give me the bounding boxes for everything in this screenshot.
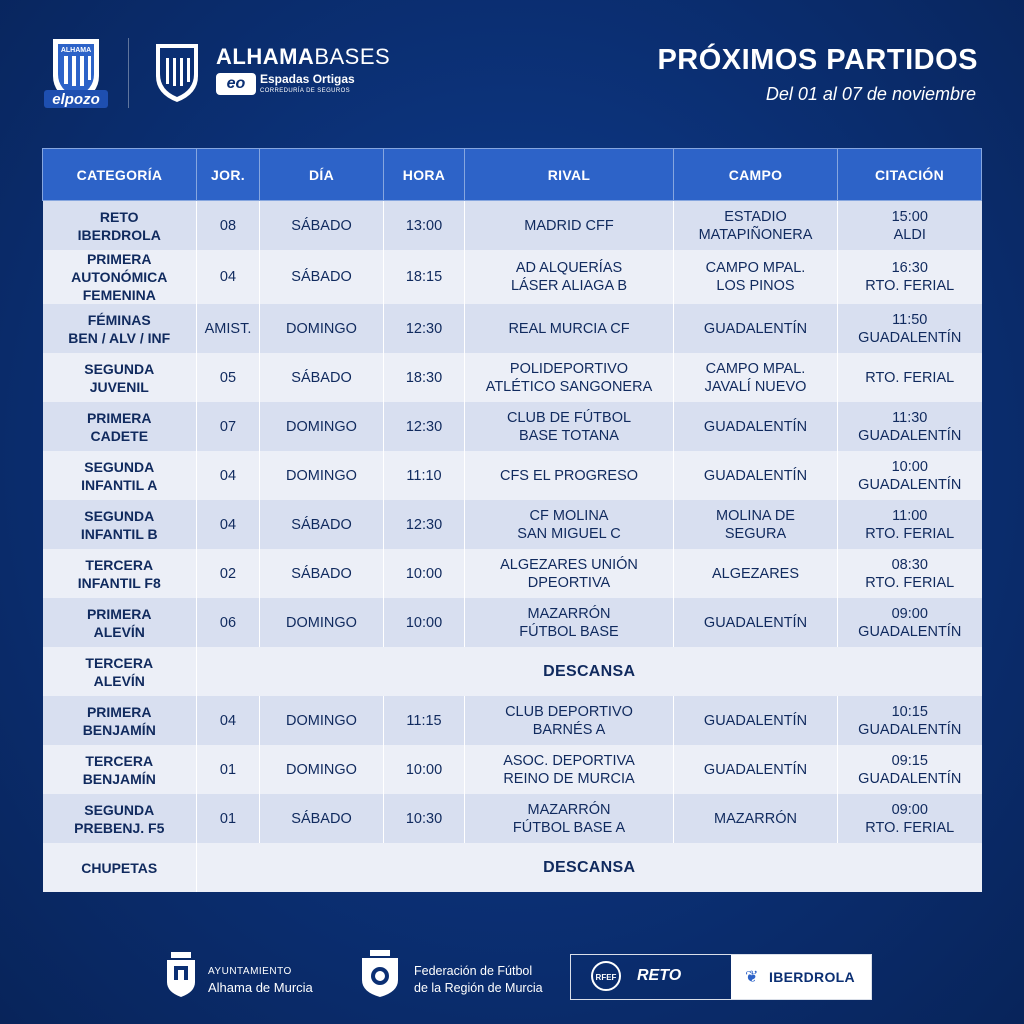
cell-rival-line: CLUB DE FÚTBOL (506, 409, 632, 426)
page-title: PRÓXIMOS PARTIDOS (657, 44, 978, 76)
cell-jornada: 04 (197, 696, 260, 745)
cell-citacion-line: RTO. FERIAL (865, 819, 955, 836)
cell-jornada: 06 (197, 598, 260, 647)
cell-rival (465, 201, 674, 251)
cell-citacion-line: 16:30 (891, 260, 928, 276)
cell-categoria-line: ALEVÍN (93, 623, 145, 640)
table-header-row (43, 149, 982, 201)
cell-citacion (838, 794, 982, 843)
cell-citacion-line: 10:00 (891, 458, 928, 475)
fixtures-table-container (42, 148, 981, 892)
cell-campo-line: CAMPO MPAL. (705, 260, 806, 276)
cell-campo-line: LOS PINOS (716, 278, 795, 294)
cell-citacion-line: GUADALENTÍN (858, 721, 962, 738)
cell-categoria-line: TERCERA (85, 752, 154, 769)
cell-dia: DOMINGO (260, 696, 384, 745)
header-citacion: CITACIÓN (838, 149, 982, 201)
cell-hora: 13:00 (384, 201, 465, 251)
cell-categoria-line: INFANTIL B (80, 525, 158, 542)
cell-citacion (838, 451, 982, 500)
fixtures-table (42, 148, 982, 892)
cell-dia: SÁBADO (260, 201, 384, 251)
table-row (43, 549, 982, 598)
cell-descansa: DESCANSA (197, 843, 982, 892)
cell-citacion-line: GUADALENTÍN (858, 476, 962, 493)
club-logo-text: ALHAMA (60, 47, 92, 54)
cell-citacion-line: ALDI (893, 226, 926, 243)
cell-categoria-line: SEGUNDA (84, 458, 155, 475)
cell-hora: 10:30 (384, 794, 465, 843)
cell-rival (465, 451, 674, 500)
federacion-line1: Federación de Fútbol (414, 964, 533, 978)
cell-rival-line: ATLÉTICO SANGONERA (485, 378, 653, 395)
header-rival: RIVAL (465, 149, 674, 201)
cell-campo-line: ESTADIO (724, 208, 787, 225)
cell-dia: DOMINGO (260, 745, 384, 794)
cell-rival (465, 353, 674, 402)
cell-rival-line: ALGEZARES UNIÓN (500, 556, 638, 573)
cell-rival (465, 549, 674, 598)
cell-categoria-line: BENJAMÍN (82, 770, 156, 787)
cell-citacion-line: 09:00 (891, 605, 928, 622)
cell-categoria (43, 304, 197, 353)
cell-rival-line: POLIDEPORTIVO (509, 360, 629, 377)
table-row (43, 794, 982, 843)
cell-citacion (838, 402, 982, 451)
cell-citacion-line: RTO. FERIAL (865, 574, 955, 591)
cell-rival (465, 745, 674, 794)
cell-citacion-line: GUADALENTÍN (858, 623, 962, 640)
cell-categoria-line: INFANTIL A (81, 476, 158, 493)
cell-dia: DOMINGO (260, 304, 384, 353)
cell-campo (674, 250, 838, 304)
cell-hora: 18:30 (384, 353, 465, 402)
cell-rival-line: LÁSER ALIAGA B (510, 278, 628, 294)
cell-jornada: 01 (197, 794, 260, 843)
cell-campo (674, 745, 838, 794)
cell-jornada: 07 (197, 402, 260, 451)
cell-categoria-line: PREBENJ. F5 (74, 819, 165, 836)
cell-hora: 12:30 (384, 304, 465, 353)
cell-categoria (43, 402, 197, 451)
federacion-line2: de la Región de Murcia (414, 981, 543, 995)
cell-rival-line: FÚTBOL BASE (519, 623, 619, 640)
cell-campo (674, 451, 838, 500)
cell-jornada: 04 (197, 250, 260, 304)
header-hora: HORA (384, 149, 465, 201)
cell-categoria-line: ALEVÍN (93, 672, 145, 689)
cell-categoria (43, 250, 197, 304)
cell-categoria-line: PRIMERA (86, 251, 152, 267)
cell-descansa: DESCANSA (197, 647, 982, 696)
cell-citacion-line: RTO. FERIAL (865, 278, 955, 294)
cell-rival (465, 794, 674, 843)
cell-dia: SÁBADO (260, 250, 384, 304)
cell-campo (674, 402, 838, 451)
cell-campo (674, 549, 838, 598)
cell-dia: SÁBADO (260, 353, 384, 402)
iberdrola-logo: IBERDROLA (769, 969, 855, 985)
cell-citacion-line: 10:15 (891, 703, 928, 720)
cell-rival-line: AD ALQUERÍAS (515, 260, 623, 276)
cell-rival (465, 304, 674, 353)
cell-campo (674, 500, 838, 549)
header-jornada: JOR. (197, 149, 260, 201)
club-sponsor-text: elpozo (52, 91, 100, 108)
cell-categoria (43, 451, 197, 500)
cell-campo-line: MATAPIÑONERA (698, 226, 813, 243)
cell-citacion (838, 201, 982, 251)
rfef-reto-section (571, 955, 731, 999)
cell-jornada: 01 (197, 745, 260, 794)
header-divider (128, 38, 129, 108)
cell-hora: 12:30 (384, 402, 465, 451)
cell-rival-line: REAL MURCIA CF (508, 320, 630, 337)
table-row (43, 500, 982, 549)
cell-rival-line: MAZARRÓN (527, 801, 611, 818)
cell-jornada: 05 (197, 353, 260, 402)
cell-campo-line: GUADALENTÍN (703, 614, 808, 631)
cell-categoria (43, 201, 197, 251)
sponsor-subtitle: CORREDURÍA DE SEGUROS (260, 88, 351, 94)
iberdrola-section (731, 955, 871, 999)
cell-categoria (43, 794, 197, 843)
header-dia: DÍA (260, 149, 384, 201)
cell-categoria (43, 745, 197, 794)
cell-citacion-line: GUADALENTÍN (858, 427, 962, 444)
cell-citacion-line: RTO. FERIAL (865, 525, 955, 542)
header-categoria: CATEGORÍA (43, 149, 197, 201)
cell-rival-line: CFS EL PROGRESO (499, 467, 639, 484)
cell-dia: DOMINGO (260, 451, 384, 500)
iberdrola-leaf-icon: ❦ (745, 969, 759, 986)
cell-campo (674, 696, 838, 745)
cell-campo-line: MAZARRÓN (714, 810, 797, 827)
cell-hora: 11:10 (384, 451, 465, 500)
cell-categoria-line: JUVENIL (89, 378, 149, 395)
bases-crest-icon (152, 40, 202, 104)
cell-citacion-line: GUADALENTÍN (858, 329, 962, 346)
cell-campo (674, 201, 838, 251)
cell-categoria-line: FÉMINAS (87, 311, 151, 328)
brand-title (216, 44, 390, 70)
cell-categoria (43, 353, 197, 402)
cell-citacion-line: 15:00 (891, 208, 928, 225)
sponsor-box (570, 954, 872, 1000)
cell-campo-line: MOLINA DE (716, 507, 795, 524)
cell-rival-line: BASE TOTANA (519, 427, 619, 444)
cell-citacion-line: 09:00 (891, 801, 928, 818)
club-crest-icon (40, 36, 112, 112)
cell-campo (674, 794, 838, 843)
table-row (43, 304, 982, 353)
cell-campo-line: ALGEZARES (711, 565, 800, 582)
cell-hora: 10:00 (384, 745, 465, 794)
cell-rival-line: MAZARRÓN (527, 605, 611, 622)
table-row (43, 745, 982, 794)
cell-citacion (838, 549, 982, 598)
brand-light: BASES (314, 44, 391, 69)
cell-categoria-line: TERCERA (85, 556, 154, 573)
cell-rival (465, 696, 674, 745)
ayuntamiento-crest-icon (165, 952, 197, 998)
header (0, 0, 1024, 140)
table-row (43, 843, 982, 892)
cell-categoria-line: TERCERA (85, 654, 154, 671)
cell-rival-line: BARNÉS A (532, 721, 606, 738)
cell-categoria-line: PRIMERA (86, 703, 152, 720)
ayuntamiento-label: AYUNTAMIENTO (208, 966, 292, 977)
cell-citacion (838, 598, 982, 647)
cell-citacion-line: 09:15 (891, 752, 928, 769)
sponsor-name: Espadas Ortigas (260, 72, 355, 86)
cell-campo-line: GUADALENTÍN (703, 320, 808, 337)
cell-jornada: AMIST. (197, 304, 260, 353)
cell-citacion-line: 11:30 (892, 409, 928, 426)
table-row (43, 598, 982, 647)
cell-hora: 10:00 (384, 598, 465, 647)
header-campo: CAMPO (674, 149, 838, 201)
cell-rival-line: REINO DE MURCIA (503, 770, 635, 787)
cell-hora: 11:15 (384, 696, 465, 745)
cell-categoria-line: BENJAMÍN (82, 721, 156, 738)
cell-rival-line: SAN MIGUEL C (517, 525, 621, 542)
brand-bold: ALHAMA (216, 44, 315, 69)
cell-campo-line: GUADALENTÍN (703, 712, 808, 729)
cell-rival-line: CLUB DEPORTIVO (505, 703, 633, 720)
cell-citacion-line: 11:50 (892, 311, 928, 328)
cell-jornada: 08 (197, 201, 260, 251)
cell-categoria (43, 598, 197, 647)
cell-categoria (43, 647, 197, 696)
rfef-badge: RFEF (591, 961, 621, 991)
ayuntamiento-name: Alhama de Murcia (208, 980, 313, 995)
cell-rival (465, 250, 674, 304)
sponsor-badge: eo (216, 73, 256, 95)
cell-citacion-line: RTO. FERIAL (865, 369, 955, 386)
cell-rival (465, 500, 674, 549)
cell-citacion (838, 353, 982, 402)
cell-dia: DOMINGO (260, 598, 384, 647)
cell-citacion-line: 11:00 (892, 507, 928, 524)
cell-dia: DOMINGO (260, 402, 384, 451)
cell-citacion (838, 696, 982, 745)
reto-logo: RETO (637, 967, 682, 984)
cell-campo (674, 304, 838, 353)
cell-categoria-line: CHUPETAS (81, 859, 158, 876)
cell-citacion (838, 500, 982, 549)
cell-campo-line: GUADALENTÍN (703, 467, 808, 484)
cell-campo (674, 353, 838, 402)
cell-hora: 10:00 (384, 549, 465, 598)
cell-campo-line: SEGURA (724, 525, 787, 542)
cell-categoria-line: INFANTIL F8 (77, 574, 161, 591)
table-row (43, 451, 982, 500)
footer (0, 940, 1024, 1024)
cell-categoria (43, 696, 197, 745)
cell-campo-line: JAVALÍ NUEVO (704, 378, 807, 395)
cell-categoria-line: CADETE (90, 427, 149, 444)
cell-rival-line: MADRID CFF (524, 217, 614, 234)
cell-categoria-line: SEGUNDA (84, 360, 155, 377)
cell-categoria-line: BEN / ALV / INF (68, 329, 171, 346)
cell-categoria (43, 843, 197, 892)
cell-jornada: 04 (197, 451, 260, 500)
cell-citacion-line: 08:30 (891, 556, 928, 573)
federacion-crest-icon (360, 950, 400, 998)
table-row (43, 696, 982, 745)
cell-categoria-line: SEGUNDA (84, 801, 155, 818)
cell-dia: SÁBADO (260, 500, 384, 549)
cell-dia: SÁBADO (260, 549, 384, 598)
cell-rival-line: DPEORTIVA (527, 574, 611, 591)
cell-categoria-line: IBERDROLA (77, 226, 161, 243)
cell-categoria (43, 500, 197, 549)
cell-rival-line: FÚTBOL BASE A (512, 819, 626, 836)
cell-rival-line: ASOC. DEPORTIVA (503, 752, 635, 769)
table-row (43, 353, 982, 402)
cell-citacion (838, 304, 982, 353)
cell-citacion (838, 745, 982, 794)
cell-dia: SÁBADO (260, 794, 384, 843)
cell-categoria (43, 549, 197, 598)
cell-hora: 12:30 (384, 500, 465, 549)
cell-categoria-line: FEMENINA (82, 287, 156, 303)
cell-campo-line: GUADALENTÍN (703, 761, 808, 778)
table-row (43, 201, 982, 251)
table-row (43, 250, 982, 304)
cell-rival (465, 598, 674, 647)
cell-campo-line: GUADALENTÍN (703, 418, 808, 435)
cell-campo (674, 598, 838, 647)
table-body (43, 201, 982, 893)
cell-categoria-line: AUTONÓMICA (71, 269, 168, 285)
cell-rival-line: CF MOLINA (529, 507, 609, 524)
cell-jornada: 04 (197, 500, 260, 549)
table-row (43, 647, 982, 696)
cell-categoria-line: PRIMERA (86, 605, 152, 622)
cell-categoria-line: RETO (99, 208, 139, 225)
cell-citacion (838, 250, 982, 304)
cell-jornada: 02 (197, 549, 260, 598)
cell-hora: 18:15 (384, 250, 465, 304)
cell-categoria-line: SEGUNDA (84, 507, 155, 524)
cell-categoria-line: PRIMERA (86, 409, 152, 426)
cell-rival (465, 402, 674, 451)
cell-campo-line: CAMPO MPAL. (705, 360, 806, 377)
table-row (43, 402, 982, 451)
cell-citacion-line: GUADALENTÍN (858, 770, 962, 787)
page-subtitle: Del 01 al 07 de noviembre (765, 84, 976, 104)
